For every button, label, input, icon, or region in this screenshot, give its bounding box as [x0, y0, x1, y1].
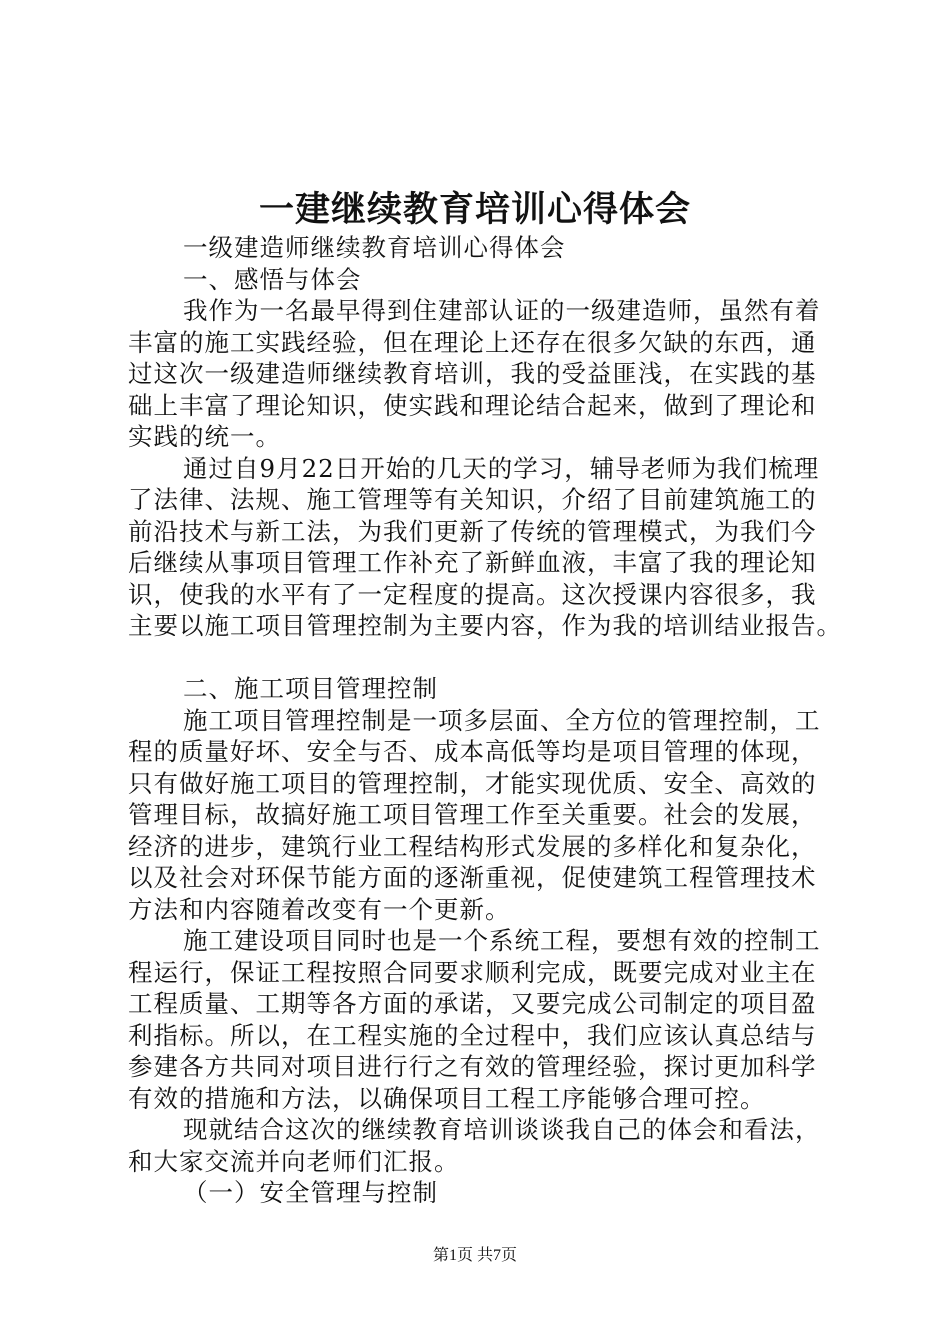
- paragraph-line: 以及社会对环保节能方面的逐渐重视，促使建筑工程管理技术: [128, 863, 817, 892]
- subsection-heading: （一）安全管理与控制: [183, 1178, 438, 1207]
- paragraph-line: 通过自9月22日开始的几天的学习，辅导老师为我们梳理: [183, 453, 820, 483]
- paragraph-line: 和大家交流并向老师们汇报。: [128, 1146, 460, 1176]
- paragraph-line: 了法律、法规、施工管理等有关知识，介绍了目前建筑施工的: [128, 485, 817, 514]
- paragraph-line: 程运行，保证工程按照合同要求顺利完成，既要完成对业主在: [128, 957, 817, 987]
- page-footer: 第1页 共7页: [432, 1247, 517, 1264]
- document-title: 一建继续教育培训心得体会: [258, 189, 691, 230]
- document-body: [128, 232, 853, 1209]
- paragraph-line: 管理目标，故搞好施工项目管理工作至关重要。社会的发展，: [128, 800, 817, 829]
- paragraph-line: 过这次一级建造师继续教育培训，我的受益匪浅，在实践的基: [128, 359, 817, 388]
- section-heading: 二、施工项目管理控制: [183, 674, 438, 703]
- paragraph-line: 现就结合这次的继续教育培训谈谈我自己的体会和看法，: [183, 1115, 821, 1144]
- paragraph-line: 经济的进步，建筑行业工程结构形式发展的多样化和复杂化，: [128, 831, 817, 861]
- paragraph-line: 施工建设项目同时也是一个系统工程，要想有效的控制工: [183, 926, 821, 955]
- blank-line: [128, 642, 853, 674]
- paragraph-line: 程的质量好坏、安全与否、成本高低等均是项目管理的体现，: [128, 737, 817, 766]
- section-heading: 一、感悟与体会: [183, 264, 362, 294]
- paragraph-line: 利指标。所以，在工程实施的全过程中，我们应该认真总结与: [128, 1020, 817, 1050]
- paragraph-line: 后继续从事项目管理工作补充了新鲜血液，丰富了我的理论知: [128, 548, 817, 577]
- paragraph-line: 参建各方共同对项目进行行之有效的管理经验，探讨更加科学: [128, 1052, 817, 1081]
- paragraph-line: 识，使我的水平有了一定程度的提高。这次授课内容很多，我: [128, 579, 817, 609]
- paragraph-line: 施工项目管理控制是一项多层面、全方位的管理控制，工: [183, 705, 821, 735]
- paragraph-line: 有效的措施和方法，以确保项目工程工序能够合理可控。: [128, 1083, 766, 1113]
- subtitle-line: 一级建造师继续教育培训心得体会: [183, 233, 566, 262]
- paragraph-line: 实践的统一。: [128, 422, 281, 451]
- paragraph-line: 工程质量、工期等各方面的承诺，又要完成公司制定的项目盈: [128, 989, 817, 1018]
- paragraph-line: 前沿技术与新工法，为我们更新了传统的管理模式，为我们今: [128, 516, 817, 546]
- paragraph-line: 方法和内容随着改变有一个更新。: [128, 894, 511, 924]
- paragraph-line: 丰富的施工实践经验，但在理论上还存在很多欠缺的东西，通: [128, 327, 817, 357]
- paragraph-line: 只有做好施工项目的管理控制，才能实现优质、安全、高效的: [128, 768, 817, 798]
- paragraph-line: 主要以施工项目管理控制为主要内容，作为我的培训结业报告。: [128, 611, 842, 640]
- paragraph-line: 我作为一名最早得到住建部认证的一级建造师，虽然有着: [183, 296, 821, 325]
- paragraph-line: 础上丰富了理论知识，使实践和理论结合起来，做到了理论和: [128, 390, 817, 420]
